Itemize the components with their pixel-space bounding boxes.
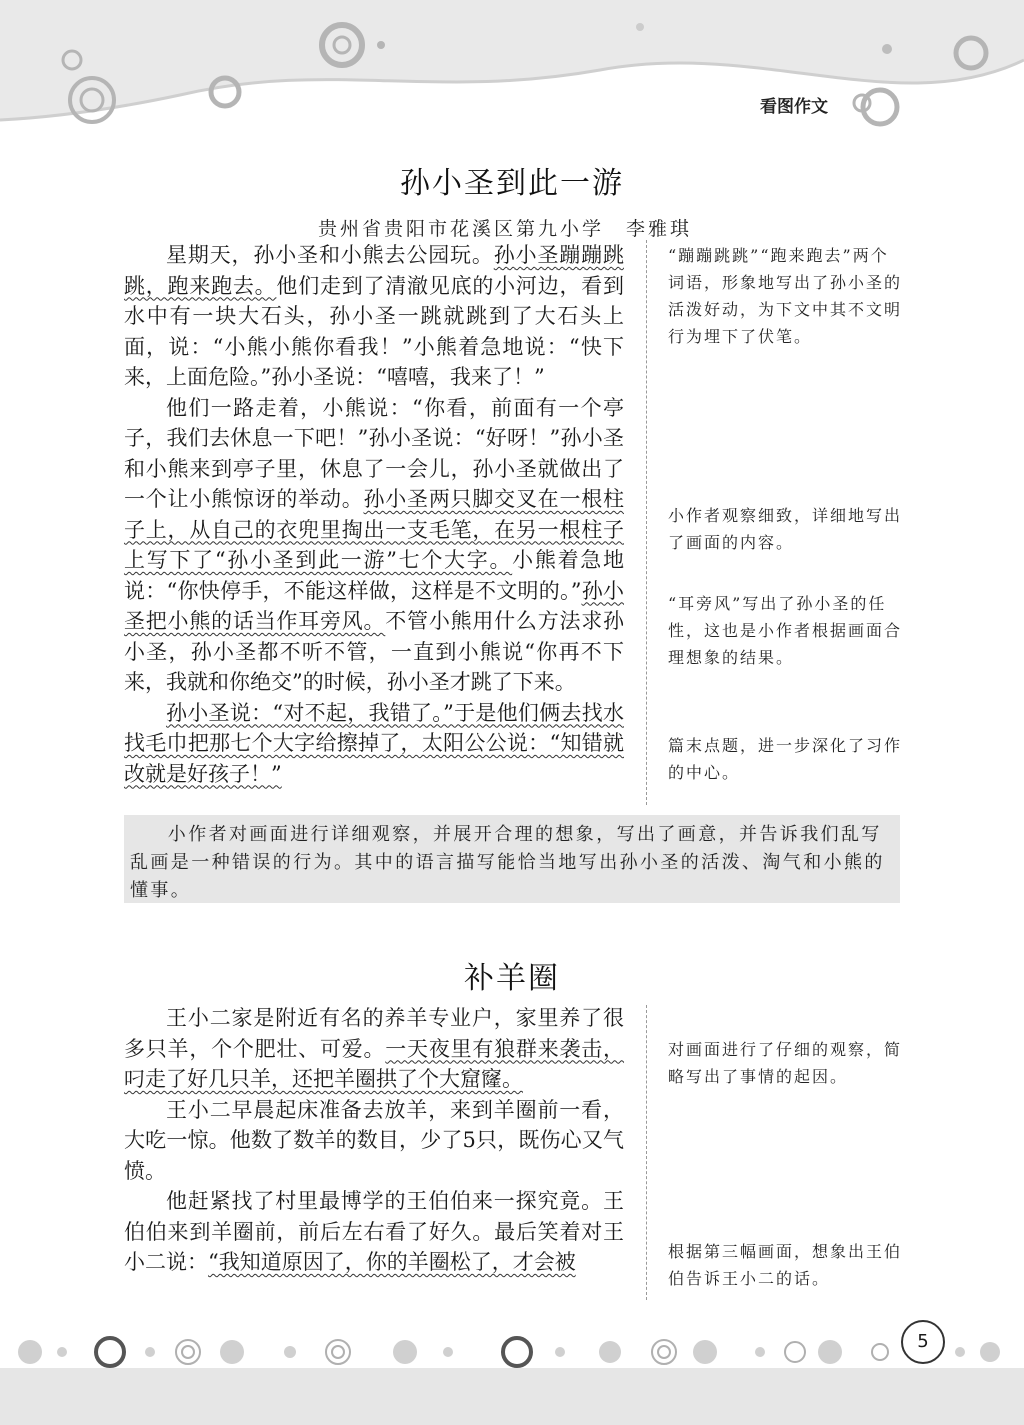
paragraph [124, 393, 624, 698]
underlined-text: “我知道原因了，你的羊圈松了，才会被 [208, 1250, 576, 1274]
summary-box [124, 815, 900, 903]
underlined-text: 孙小圣两只脚交叉在一根柱子上，从自己的衣兜里掏出一支毛笔，在另一根柱子上写下了“孙小圣到此一游”七个大字。 [124, 487, 624, 572]
paragraph [124, 698, 624, 790]
margin-note: “蹦蹦跳跳”“跑来跑去”两个词语，形象地写出了孙小圣的活泼好动，为下文中其不文明行为埋下了伏笔。 [668, 246, 903, 346]
margin-note: 对画面进行了仔细的观察，简略写出了事情的起因。 [668, 1040, 903, 1086]
underlined-text: 孙小圣说：“对不起，我错了。”于是他们俩去找水找毛巾把那七个大字给擦掉了，太阳公公说：“知错就改就是好孩子！” [124, 700, 624, 786]
margin-note: “耳旁风”写出了孙小圣的任性，这也是小作者根据画面合理想象的结果。 [668, 594, 903, 667]
article-body [124, 240, 624, 789]
article-body [124, 1003, 624, 1278]
text-run: 他们走到了清澈见底的小河边，看到水中有一块大石头，孙小圣一跳就跳到了大石头上面，说：“小熊小熊你看我！”小熊着急地说：“快下来，上面危险。”孙小圣说：“嘻嘻，我来了！” [124, 273, 625, 389]
underlined-text: 孙小圣把小熊的话当作耳旁风。 [124, 578, 624, 633]
paragraph [124, 240, 624, 393]
margin-note: 根据第三幅画面，想象出王伯伯告诉王小二的话。 [668, 1242, 903, 1288]
text-run: 他赶紧找了村里最博学的王伯伯来一探究竟。王伯伯来到羊圈前，前后左右看了好久。最后笑着对王小二说： [124, 1189, 624, 1274]
header-decoration [0, 0, 1024, 150]
text-run: 他们一路走着，小熊说：“你看，前面有一个亭子，我们去休息一下吧！”孙小圣说：“好呀！”孙小圣和小熊来到亭子里，休息了一会儿，孙小圣就做出了一个让小熊惊讶的举动。 [124, 395, 624, 511]
text-run: 王小二家是附近有名的养羊专业户，家里养了很多只羊，个个肥壮、可爱。 [124, 1006, 624, 1061]
summary-text: 小作者对画面进行详细观察，并展开合理的想象，写出了画意，并告诉我们乱写乱画是一种错误的行为。其中的语言描写能恰当地写出孙小圣的活泼、淘气和小熊的懂事。 [130, 824, 885, 901]
text-run: 王小二早晨起床准备去放羊，来到羊圈前一看，大吃一惊。他数了数羊的数目，少了5只，既伤心又气愤。 [124, 1097, 624, 1183]
margin-note: 篇末点题，进一步深化了习作的中心。 [668, 736, 903, 782]
article-byline: 贵州省贵阳市花溪区第九小学 李雅琪 [318, 218, 693, 240]
paragraph [124, 1186, 624, 1278]
margin-divider [646, 1005, 647, 1300]
text-run: 小熊着急地说：“你快停手，不能这样做，这样是不文明的。” [124, 548, 624, 603]
margin-note: 小作者观察细致，详细地写出了画面的内容。 [668, 506, 903, 552]
article-title: 补羊圈 [464, 961, 560, 996]
article-title: 孙小圣到此一游 [400, 166, 624, 201]
footer-decoration [0, 1310, 1024, 1425]
underlined-text: 孙小圣蹦蹦跳跳，跑来跑去。 [124, 243, 624, 298]
text-run: 不管小熊用什么方法求孙小圣，孙小圣都不听不管，一直到小熊说“你再不下来，我就和你绝交”的时候，孙小圣才跳了下来。 [124, 609, 625, 694]
margin-divider [646, 240, 647, 805]
paragraph [124, 1095, 624, 1187]
text-run: 星期天，孙小圣和小熊去公园玩。 [166, 243, 494, 267]
section-label: 看图作文 [760, 97, 828, 117]
paragraph [124, 1003, 624, 1095]
page-number: 5 [901, 1320, 945, 1364]
underlined-text: 一天夜里有狼群来袭击，叼走了好几只羊，还把羊圈拱了个大窟窿。 [124, 1036, 625, 1091]
